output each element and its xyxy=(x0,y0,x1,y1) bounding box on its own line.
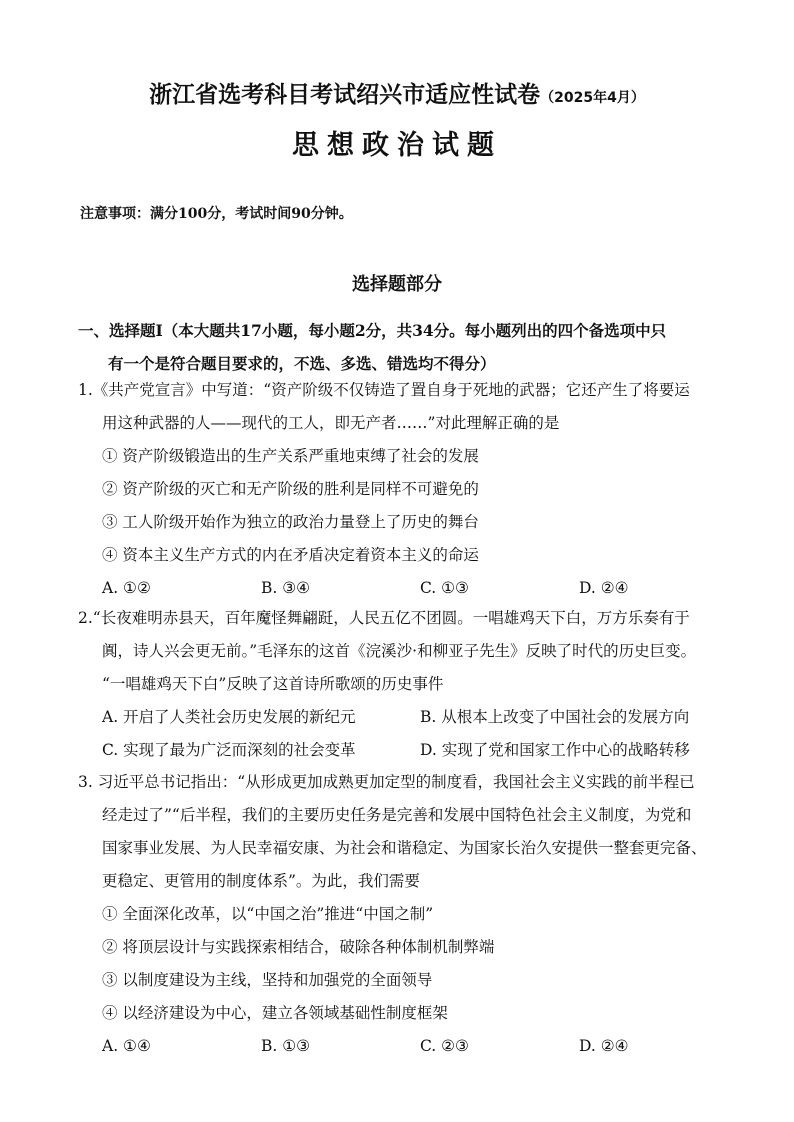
statement: ④ 以经济建设为中心，建立各领域基础性制度框架 xyxy=(102,1004,448,1022)
subject-title: 思想政治试题 xyxy=(292,130,502,161)
choice-b: B. ①③ xyxy=(261,1037,311,1055)
answer-choices xyxy=(78,701,738,734)
question-3 xyxy=(78,766,738,1063)
question-stem: 国家事业发展、为人民幸福安康、为社会和谐稳定、为国家长治久安提供一整套更完备、 xyxy=(102,839,707,857)
question-stem: 1.《共产党宣言》中写道：“资产阶级不仅铸造了置自身于死地的武器；它还产生了将要运 xyxy=(78,381,690,399)
choice-c: C. ②③ xyxy=(420,1037,469,1055)
choice-a: A. ①② xyxy=(102,579,151,597)
question-stem: 3. 习近平总书记指出：“从形成更加成熟更加定型的制度看，我国社会主义实践的前半程已 xyxy=(78,773,695,791)
question-1 xyxy=(78,374,738,605)
instruction-line-1: 一、选择题Ⅰ（本大题共17小题，每小题2分，共34分。每小题列出的四个备选项中只 xyxy=(78,321,667,340)
choice-a: A. ①④ xyxy=(102,1037,151,1055)
statement: ① 资产阶级锻造出的生产关系严重地束缚了社会的发展 xyxy=(102,447,479,465)
question-stem: 更稳定、更管用的制度体系”。为此，我们需要 xyxy=(102,872,420,890)
notice: 注意事项：满分100分，考试时间90分钟。 xyxy=(80,206,353,222)
question-stem: 用这种武器的人——现代的工人，即无产者……”对此理解正确的是 xyxy=(102,414,560,432)
choice-c: C. ①③ xyxy=(420,579,469,597)
statement: ③ 工人阶级开始作为独立的政治力量登上了历史的舞台 xyxy=(102,513,479,531)
instruction-line-2: 有一个是符合题目要求的，不选、多选、错选均不得分） xyxy=(108,354,496,373)
choice-a: A. 开启了人类社会历史发展的新纪元 xyxy=(102,708,356,726)
exam-date: （2025年4月） xyxy=(540,90,645,106)
exam-title-text: 浙江省选考科目考试绍兴市适应性试卷 xyxy=(149,82,541,108)
question-stem: 2.“长夜难明赤县天，百年魔怪舞翩跹，人民五亿不团圆。一唱雄鸡天下白，万方乐奏有于 xyxy=(78,609,690,627)
answer-choices xyxy=(78,734,738,767)
statement: ② 资产阶级的灭亡和无产阶级的胜利是同样不可避免的 xyxy=(102,480,479,498)
choice-b: B. ③④ xyxy=(261,579,311,597)
section-title: 选择题部分 xyxy=(352,274,442,295)
answer-choices xyxy=(78,572,738,605)
answer-choices xyxy=(78,1030,738,1063)
choice-d: D. 实现了党和国家工作中心的战略转移 xyxy=(420,741,690,759)
statement: ④ 资本主义生产方式的内在矛盾决定着资本主义的命运 xyxy=(102,546,479,564)
choice-d: D. ②④ xyxy=(579,579,629,597)
question-stem: 阗，诗人兴会更无前。”毛泽东的这首《浣溪沙·和柳亚子先生》反映了时代的历史巨变。 xyxy=(102,642,697,660)
statement: ② 将顶层设计与实践探索相结合，破除各种体制机制弊端 xyxy=(102,938,495,956)
question-stem: 经走过了”“后半程，我们的主要历史任务是完善和发展中国特色社会主义制度，为党和 xyxy=(102,806,692,824)
exam-title xyxy=(0,76,794,109)
statement: ③ 以制度建设为主线，坚持和加强党的全面领导 xyxy=(102,971,433,989)
question-2 xyxy=(78,602,738,767)
statement: ① 全面深化改革，以“中国之治”推进“中国之制” xyxy=(102,905,434,923)
section-instructions xyxy=(78,314,728,380)
choice-d: D. ②④ xyxy=(579,1037,629,1055)
choice-b: B. 从根本上改变了中国社会的发展方向 xyxy=(420,708,690,726)
question-stem: “一唱雄鸡天下白”反映了这首诗所歌颂的历史事件 xyxy=(102,675,444,693)
choice-c: C. 实现了最为广泛而深刻的社会变革 xyxy=(102,741,356,759)
